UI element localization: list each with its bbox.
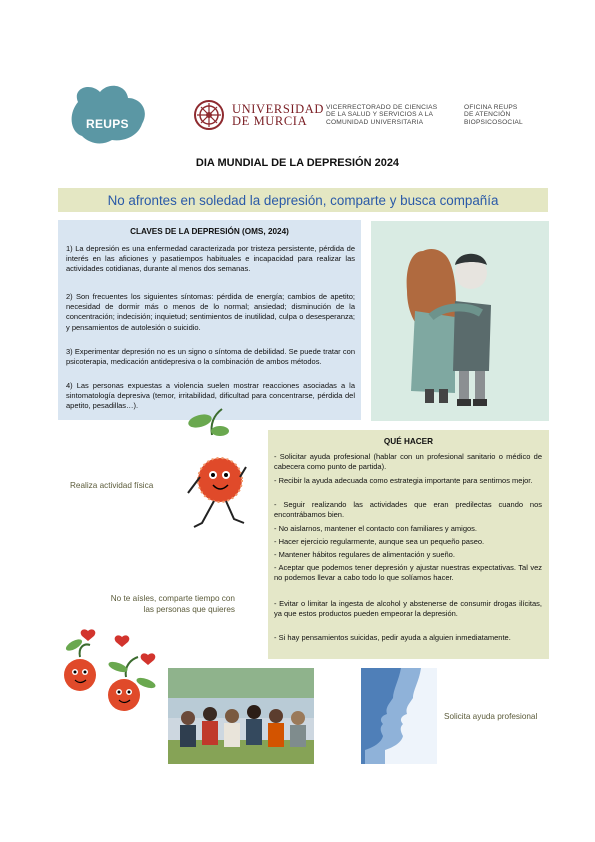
claves-item: 2) Son frecuentes los siguientes síntomas: pérdida de energía; cambios de apetito; necesidad de dormir más o menos de lo normal; ansiedad; disminución de la concentración; indecisión; inquietud; sentimientos de inutilidad, culpa o desesperanza; y pensamientos de autolesión o suicidio. xyxy=(66,292,355,332)
head-profile-icon xyxy=(361,668,437,764)
oficina-line1: OFICINA REUPS xyxy=(464,104,518,111)
que-hacer-item: - Seguir realizando las actividades que eran predilectas cuando nos encontrábamos bien. xyxy=(274,500,542,520)
que-hacer-item: - Solicitar ayuda profesional (hablar con un profesional sanitario o médico de cabecera como punto de partida). xyxy=(274,452,542,472)
que-hacer-item: - Aceptar que podemos tener depresión y ajustar nuestras expectativas. Tal vez no podemos llevar a cabo todo lo que solíamos hacer. xyxy=(274,563,542,583)
head-profile-illustration xyxy=(361,668,437,764)
caption-no-aisles-line2: las personas que quieres xyxy=(143,605,235,614)
caption-no-aisles xyxy=(95,593,235,615)
university-name xyxy=(232,103,324,127)
oficina-line2: DE ATENCIÓN xyxy=(464,111,511,119)
university-name-line2: DE MURCIA xyxy=(232,114,308,128)
reups-logo xyxy=(68,84,150,146)
claves-item: 4) Las personas expuestas a violencia suelen mostrar reacciones asociadas a la sintomatología depresiva (temor, irritabilidad, dificultad para concentrarse, pérdida del apetito, pesadillas…). xyxy=(66,381,355,411)
caption-ayuda: Solicita ayuda profesional xyxy=(444,712,538,721)
running-fruit-character-icon xyxy=(180,405,250,535)
oficina-line3: BIOPSICOSOCIAL xyxy=(464,118,523,126)
que-hacer-item: - Hacer ejercicio regularmente, aunque sea un pequeño paseo. xyxy=(274,537,485,546)
caption-no-aisles-line1: No te aísles, comparte tiempo con xyxy=(110,594,235,603)
que-hacer-item: - Evitar o limitar la ingesta de alcohol y abstenerse de consumir drogas ilícitas, ya que estos productos pueden empeorar la depresión. xyxy=(274,599,542,619)
vicerrectorado-label xyxy=(326,104,437,126)
group-of-friends-icon xyxy=(168,668,314,764)
que-hacer-item: - No aislarnos, mantener el contacto con familiares y amigos. xyxy=(274,524,478,533)
claves-title: CLAVES DE LA DEPRESIÓN (OMS, 2024) xyxy=(130,227,289,236)
page-title: DIA MUNDIAL DE LA DEPRESIÓN 2024 xyxy=(195,157,400,169)
vicerrectorado-line1: VICERRECTORADO DE CIENCIAS xyxy=(326,104,438,111)
reups-logo-text: REUPS xyxy=(86,117,129,131)
que-hacer-item: - Mantener hábitos regulares de alimentación y sueño. xyxy=(274,550,455,559)
que-hacer-item: - Recibir la ayuda adecuada como estrategia importante para sentirnos mejor. xyxy=(274,476,533,485)
vicerrectorado-line2: DE LA SALUD Y SERVICIOS A LA xyxy=(326,111,434,119)
university-crest-icon xyxy=(193,99,225,131)
que-hacer-item: - Si hay pensamientos suicidas, pedir ayuda a alguien inmediatamente. xyxy=(274,633,511,642)
hugging-people-icon xyxy=(371,221,549,421)
claves-item: 3) Experimentar depresión no es un signo o síntoma de debilidad. Se puede tratar con psicoterapia, medicación antidepresiva o la combinación de ambos métodos. xyxy=(66,347,355,367)
caption-actividad: Realiza actividad física xyxy=(70,481,154,490)
oficina-label xyxy=(464,104,523,126)
vicerrectorado-line3: COMUNIDAD UNIVERSITARIA xyxy=(326,118,424,126)
que-hacer-title: QUÉ HACER xyxy=(383,437,434,446)
friends-group-photo xyxy=(168,668,314,764)
fruit-couple-hearts-icon xyxy=(62,627,162,717)
university-name-line1: UNIVERSIDAD xyxy=(232,102,325,116)
claves-item: 1) La depresión es una enfermedad caracterizada por tristeza persistente, pérdida de interés en las aficiones y pasatiempos habituales e incapacidad para realizar las actividades cotidianas, durante al menos dos semanas. xyxy=(66,244,355,274)
hug-illustration xyxy=(371,221,549,421)
subtitle: No afrontes en soledad la depresión, comparte y busca compañía xyxy=(107,193,499,208)
